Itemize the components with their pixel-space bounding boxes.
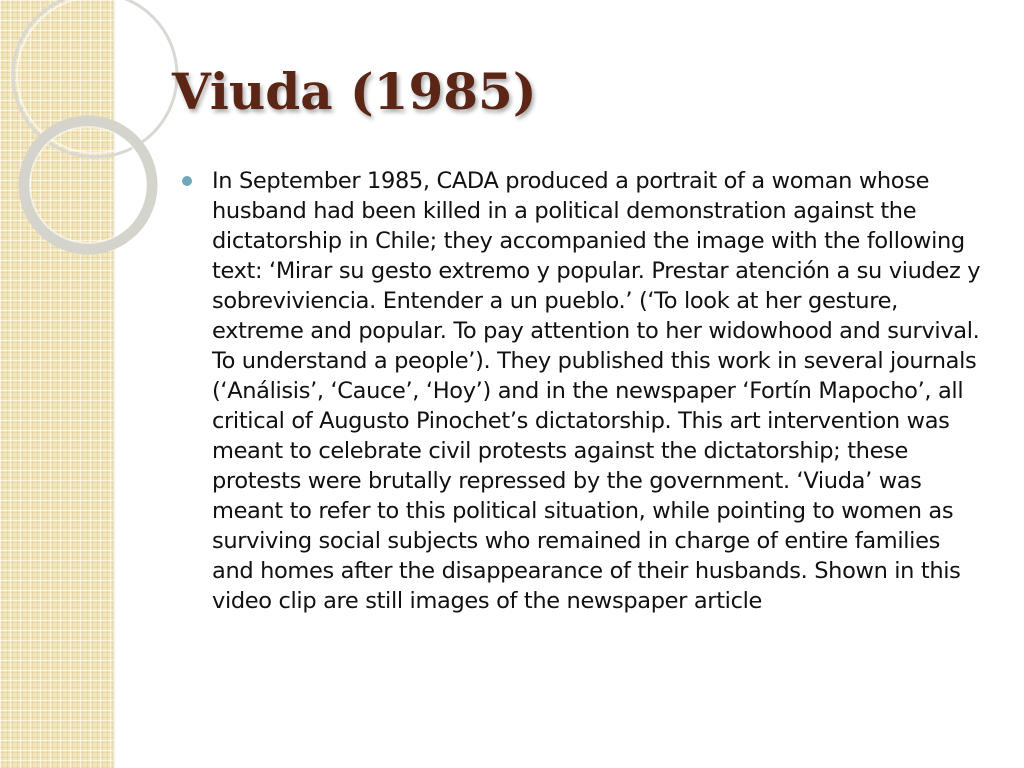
decorative-rings-graphic xyxy=(0,0,140,330)
slide-title: Viuda (1985) xyxy=(172,62,537,121)
bullet-dot-icon xyxy=(182,176,192,186)
bullet-item xyxy=(182,166,988,616)
bullet-text: In September 1985, CADA produced a portrait of a woman whose husband had been killed in a political demonstration against the dictatorship in Chile; they accompanied the image with the following text: ‘Mirar su gesto extremo y popular. Prestar atención a su viudez y sobreviviencia. Entender a un pueblo.’ (‘To look at her gesture, extreme and popular. To pay attention to her widowhood and survival. To understand a people’). They published this work in several journals (‘Análisis’, ‘Cauce’, ‘Hoy’) and in the newspaper ‘Fortín Mapocho’, all critical of Augusto Pinochet’s dictatorship. This art intervention was meant to celebrate civil protests against the dictatorship; these protests were brutally repressed by the government. ‘Viuda’ was meant to refer to this political situation, while pointing to women as surviving social subjects who remained in charge of entire families and homes after the disappearance of their husbands. Shown in this video clip are still images of the newspaper article xyxy=(212,168,981,614)
slide-content xyxy=(182,166,988,616)
